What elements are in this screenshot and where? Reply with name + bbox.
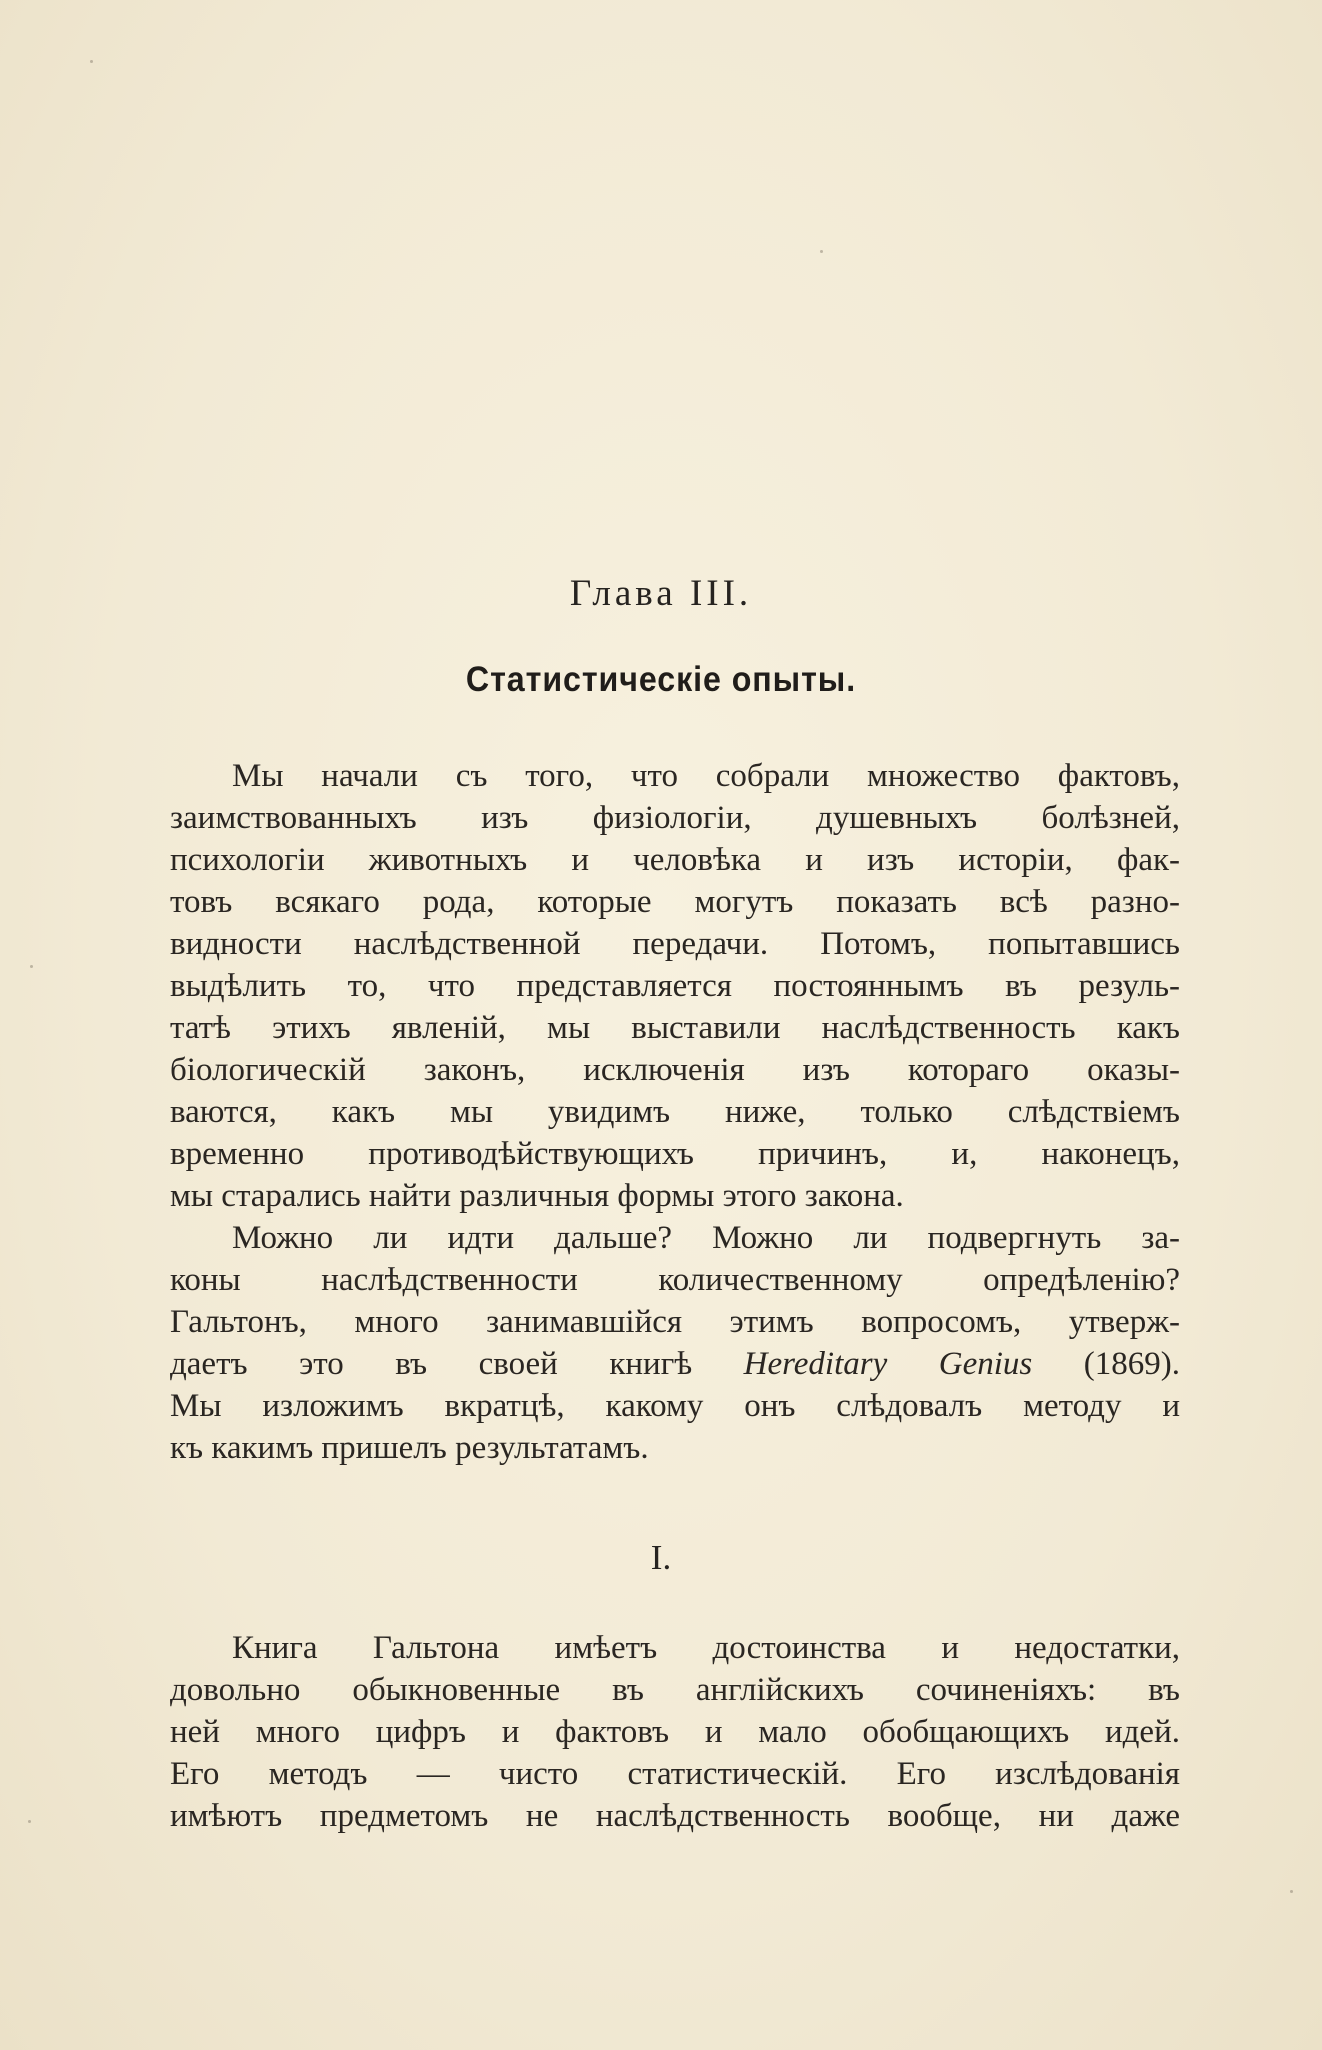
text-line: мы старались найти различныя формы этого закона. <box>170 1178 904 1214</box>
text-line: біологическій законъ, исключенія изъ котораго оказы- <box>170 1052 1180 1088</box>
paper-speck <box>90 60 93 63</box>
text-line: Книга Гальтона имѣетъ достоинства и недостатки, <box>232 1630 1180 1666</box>
text-line: ней много цифръ и фактовъ и мало обобщающихъ идей. <box>170 1714 1180 1750</box>
paper-speck <box>28 1820 31 1823</box>
text-line: Мы изложимъ вкратцѣ, какому онъ слѣдовалъ методу и <box>170 1388 1180 1424</box>
text-segment: (1869). <box>1032 1346 1181 1382</box>
section-number: I. <box>650 1538 672 1577</box>
paper-speck <box>820 250 823 253</box>
text-line-with-book-title <box>170 1343 1180 1385</box>
text-line: Гальтонъ, много занимавшійся этимъ вопросомъ, утверж- <box>170 1304 1180 1340</box>
text-line: заимствованныхъ изъ физіологіи, душевныхъ болѣзней, <box>170 800 1180 836</box>
text-line: къ какимъ пришелъ результатамъ. <box>170 1430 649 1466</box>
chapter-heading: Глава III. <box>569 573 753 614</box>
paper-speck <box>30 965 33 968</box>
text-line: видности наслѣдственной передачи. Потомъ, попытавшись <box>170 926 1180 962</box>
text-line: временно противодѣйствующихъ причинъ, и, наконецъ, <box>170 1136 1180 1172</box>
chapter-title: Статистическіе опыты. <box>465 660 857 699</box>
text-line: Мы начали съ того, что собрали множество фактовъ, <box>232 758 1180 794</box>
book-title: Hereditary Genius <box>743 1346 1033 1382</box>
text-line: Его методъ — чисто статистическій. Его изслѣдованія <box>170 1756 1180 1792</box>
text-line: выдѣлить то, что представляется постояннымъ въ резуль- <box>170 968 1180 1004</box>
text-segment: даетъ это въ своей книгѣ <box>170 1346 744 1382</box>
text-line: Можно ли идти дальше? Можно ли подвергнуть за- <box>232 1220 1180 1256</box>
text-line: товъ всякаго рода, которые могутъ показать всѣ разно- <box>170 884 1180 920</box>
text-line: ваются, какъ мы увидимъ ниже, только слѣдствіемъ <box>170 1094 1180 1130</box>
paragraph-3 <box>170 1627 1180 1837</box>
text-line: имѣютъ предметомъ не наслѣдственность вообще, ни даже <box>170 1798 1180 1834</box>
text-line: татѣ этихъ явленій, мы выставили наслѣдственность какъ <box>170 1010 1180 1046</box>
text-line: довольно обыкновенные въ англійскихъ сочиненіяхъ: въ <box>170 1672 1180 1708</box>
paragraph-2 <box>170 1217 1180 1469</box>
paragraph-1 <box>170 755 1180 1217</box>
paper-speck <box>1290 1890 1293 1893</box>
text-line: психологіи животныхъ и человѣка и изъ исторіи, фак- <box>170 842 1180 878</box>
text-line: коны наслѣдственности количественному опредѣленію? <box>170 1262 1180 1298</box>
